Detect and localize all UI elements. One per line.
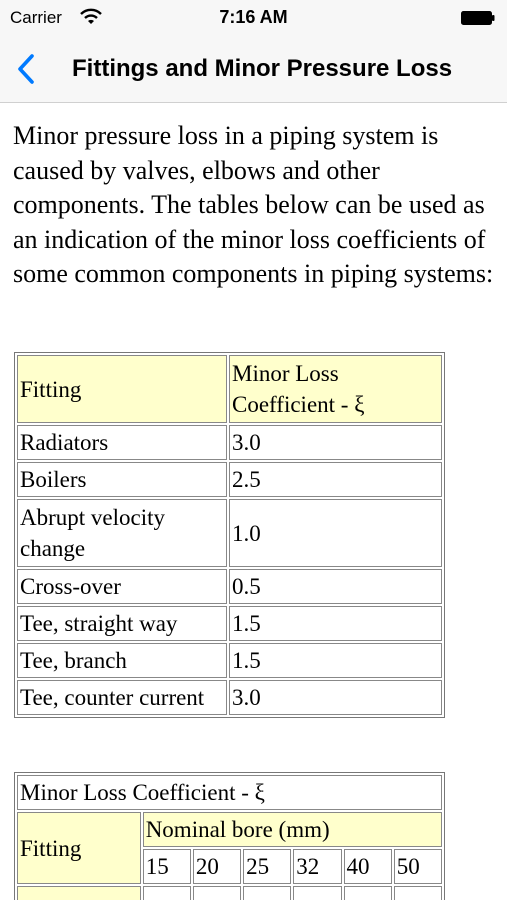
table-cell — [394, 886, 442, 900]
coefficient-cell: 3.0 — [229, 680, 442, 715]
fitting-cell: Tee, branch — [17, 643, 227, 678]
fitting-cell: Abrupt velocity change — [17, 499, 227, 567]
header-nominal-bore: Nominal bore (mm) — [143, 812, 442, 847]
intro-paragraph: Minor pressure loss in a piping system is caused by valves, elbows and other components. The tables below can be used as an indication of the minor loss coefficients of some common components in piping systems: — [13, 121, 494, 289]
coefficient-cell: 2.5 — [229, 462, 442, 497]
table-cell — [193, 886, 241, 900]
fitting-cell: Tee, counter current — [17, 680, 227, 715]
navigation-bar — [0, 38, 507, 103]
minor-loss-table — [14, 352, 445, 718]
coefficient-cell: 0.5 — [229, 569, 442, 604]
fitting-cell: Cross-over — [17, 569, 227, 604]
nominal-bore-table — [14, 772, 445, 900]
table-row — [17, 499, 442, 567]
table-cell — [143, 886, 191, 900]
status-bar — [0, 0, 507, 38]
fitting-cell — [17, 886, 141, 900]
table-cell — [344, 886, 392, 900]
header-fitting: Fitting — [17, 355, 227, 423]
coefficient-cell: 1.5 — [229, 606, 442, 641]
coefficient-cell: 1.0 — [229, 499, 442, 567]
table-cell — [243, 886, 291, 900]
coefficient-cell: 3.0 — [229, 425, 442, 460]
content-area[interactable] — [0, 103, 507, 900]
bore-cell: 40 — [344, 849, 392, 884]
bore-cell: 25 — [243, 849, 291, 884]
status-time: 7:16 AM — [219, 7, 288, 27]
table-caption: Minor Loss Coefficient - ξ — [17, 775, 442, 810]
battery-icon — [461, 11, 495, 25]
table-row — [17, 680, 442, 715]
bore-cell: 50 — [394, 849, 442, 884]
bore-cell: 32 — [293, 849, 341, 884]
table-row — [17, 606, 442, 641]
header-coefficient: Minor Loss Coefficient - ξ — [229, 355, 442, 423]
table-cell — [293, 886, 341, 900]
table-row — [17, 569, 442, 604]
bore-cell: 15 — [143, 849, 191, 884]
fitting-cell: Radiators — [17, 425, 227, 460]
fitting-cell: Tee, straight way — [17, 606, 227, 641]
coefficient-cell: 1.5 — [229, 643, 442, 678]
table-row — [17, 462, 442, 497]
header-fitting: Fitting — [17, 812, 141, 884]
back-button[interactable] — [8, 50, 48, 90]
table-row — [17, 425, 442, 460]
fitting-cell: Boilers — [17, 462, 227, 497]
bore-cell: 20 — [193, 849, 241, 884]
page-title: Fittings and Minor Pressure Loss — [72, 55, 453, 82]
carrier-label: Carrier — [10, 8, 62, 27]
table-row — [17, 643, 442, 678]
chevron-left-icon — [8, 50, 48, 90]
